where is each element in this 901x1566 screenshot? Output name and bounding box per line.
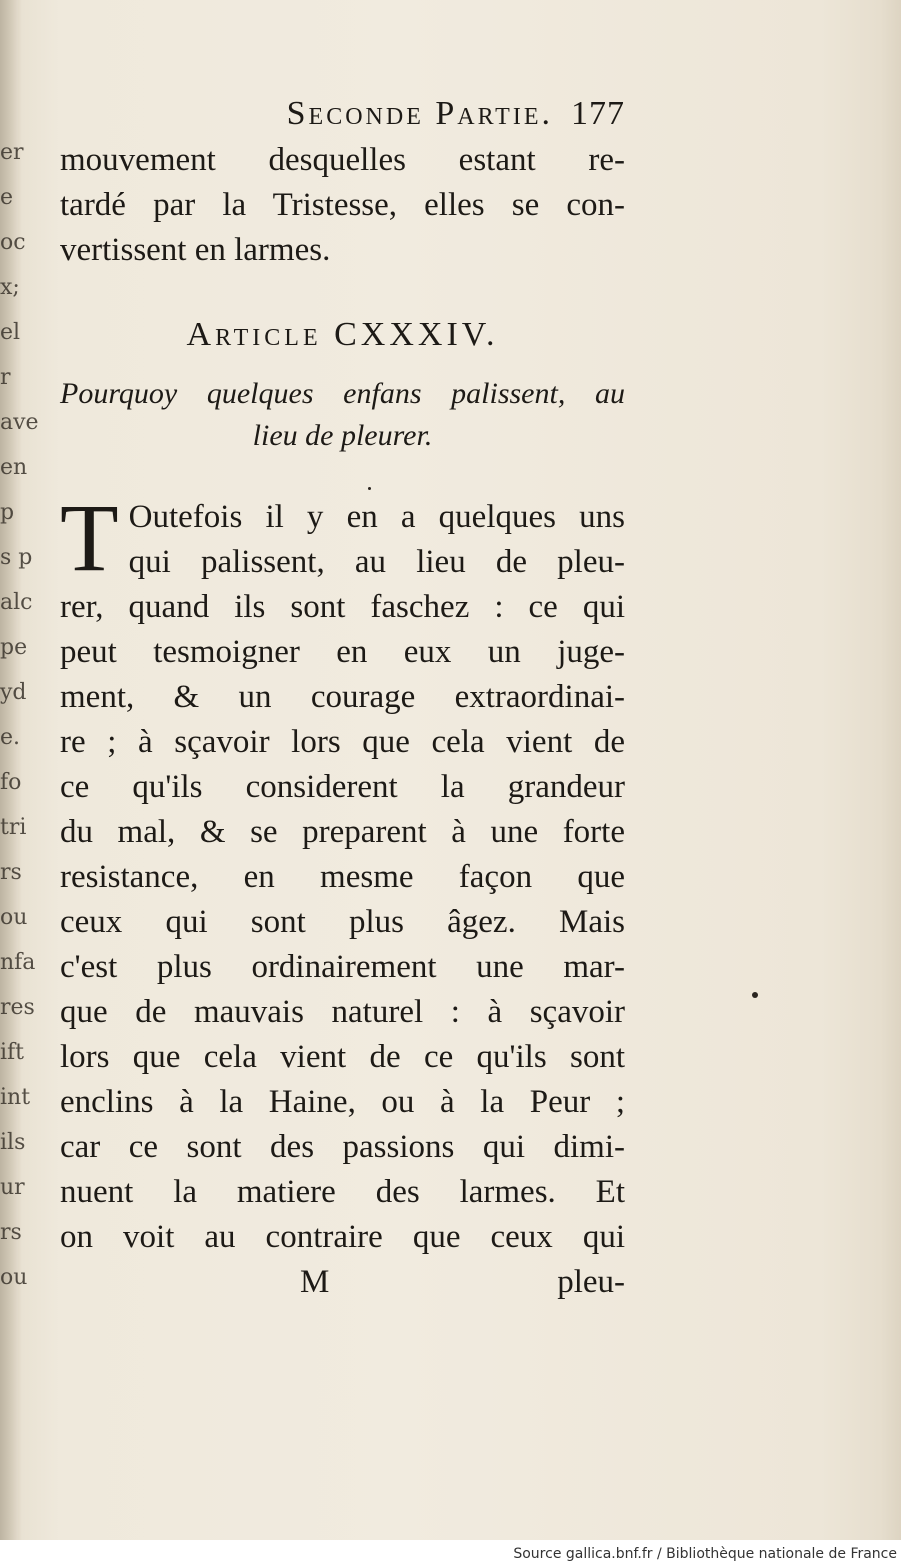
facing-page-fragment: tri (0, 815, 27, 840)
text-line: re ; à sçavoir lors que cela vient de (60, 724, 625, 760)
text-line: on voit au contraire que ceux qui (60, 1219, 625, 1255)
facing-page-fragment: r (0, 365, 11, 390)
facing-page-fragment: int (0, 1085, 31, 1110)
text-line: ment, & un courage extraordinai- (60, 679, 625, 715)
ink-speck (752, 992, 758, 998)
text-line: que de mauvais naturel : à sçavoir (60, 994, 625, 1030)
catchword: pleu- (557, 1264, 625, 1300)
facing-page-fragment: ou (0, 1265, 28, 1290)
article-heading: Article CXXXIV. (186, 316, 499, 353)
text-line: du mal, & se preparent à une forte (60, 814, 625, 850)
facing-page-fragment: rs (0, 1220, 22, 1245)
page-number: 177 (571, 95, 625, 132)
article-title-line: Pourquoy quelques enfans palissent, au (60, 377, 625, 410)
article-title-line: lieu de pleurer. (252, 419, 433, 452)
continuation-text (60, 138, 625, 273)
facing-page-fragment: el (0, 320, 21, 345)
text-line: mouvement desquelles estant re- (60, 142, 625, 178)
page-footer (60, 1260, 625, 1305)
facing-page-fragment: fo (0, 770, 22, 795)
facing-page-fragment: ou (0, 905, 28, 930)
source-attribution: Source gallica.bnf.fr / Bibliothèque nationale de France (513, 1546, 897, 1562)
facing-page-fragment: rs (0, 860, 22, 885)
article-body (60, 484, 625, 1260)
facing-page-fragment: x; (0, 275, 20, 300)
ink-speck (368, 487, 371, 490)
text-line: rer, quand ils sont faschez : ce qui (60, 589, 625, 625)
text-line: qui palissent, au lieu de pleu- (128, 544, 625, 580)
facing-page-fragment: e (0, 185, 14, 210)
facing-page-fragment: nfa (0, 950, 36, 975)
facing-page-fragment: ur (0, 1175, 25, 1200)
facing-page-fragment: ils (0, 1130, 26, 1155)
facing-page-fragment: er (0, 140, 24, 165)
text-line: nuent la matiere des larmes. Et (60, 1174, 625, 1210)
text-line: c'est plus ordinairement une mar- (60, 949, 625, 985)
text-line: vertissent en larmes. (60, 232, 331, 268)
facing-page-fragment: oc (0, 230, 26, 255)
page-text-block (60, 90, 625, 1305)
running-head-title: Seconde Partie. (286, 95, 553, 132)
facing-page-fragment: yd (0, 680, 27, 705)
text-line: lors que cela vient de ce qu'ils sont (60, 1039, 625, 1075)
text-line: car ce sont des passions qui dimi- (60, 1129, 625, 1165)
article-title (60, 373, 625, 457)
text-line: ceux qui sont plus âgez. Mais (60, 904, 625, 940)
facing-page-fragment: ift (0, 1040, 25, 1065)
facing-page-fragment: en (0, 455, 28, 480)
text-line: peut tesmoigner en eux un juge- (60, 634, 625, 670)
text-line: tardé par la Tristesse, elles se con- (60, 187, 625, 223)
facing-page-fragment: alc (0, 590, 33, 615)
text-line: Outefois il y en a quelques uns (128, 499, 625, 535)
facing-page-fragment: res (0, 995, 35, 1020)
drop-cap: T (60, 484, 119, 591)
text-line: ce qu'ils considerent la grandeur (60, 769, 625, 805)
facing-page-fragment: pe (0, 635, 28, 660)
text-line: enclins à la Haine, ou à la Peur ; (60, 1084, 625, 1120)
facing-page-fragment: p (0, 500, 15, 525)
running-head (60, 90, 625, 138)
text-line: resistance, en mesme façon que (60, 859, 625, 895)
signature-mark: M (300, 1264, 330, 1300)
facing-page-fragment: ave (0, 410, 39, 435)
facing-page-fragment: s p (0, 545, 33, 570)
facing-page-fragment: e. (0, 725, 21, 750)
